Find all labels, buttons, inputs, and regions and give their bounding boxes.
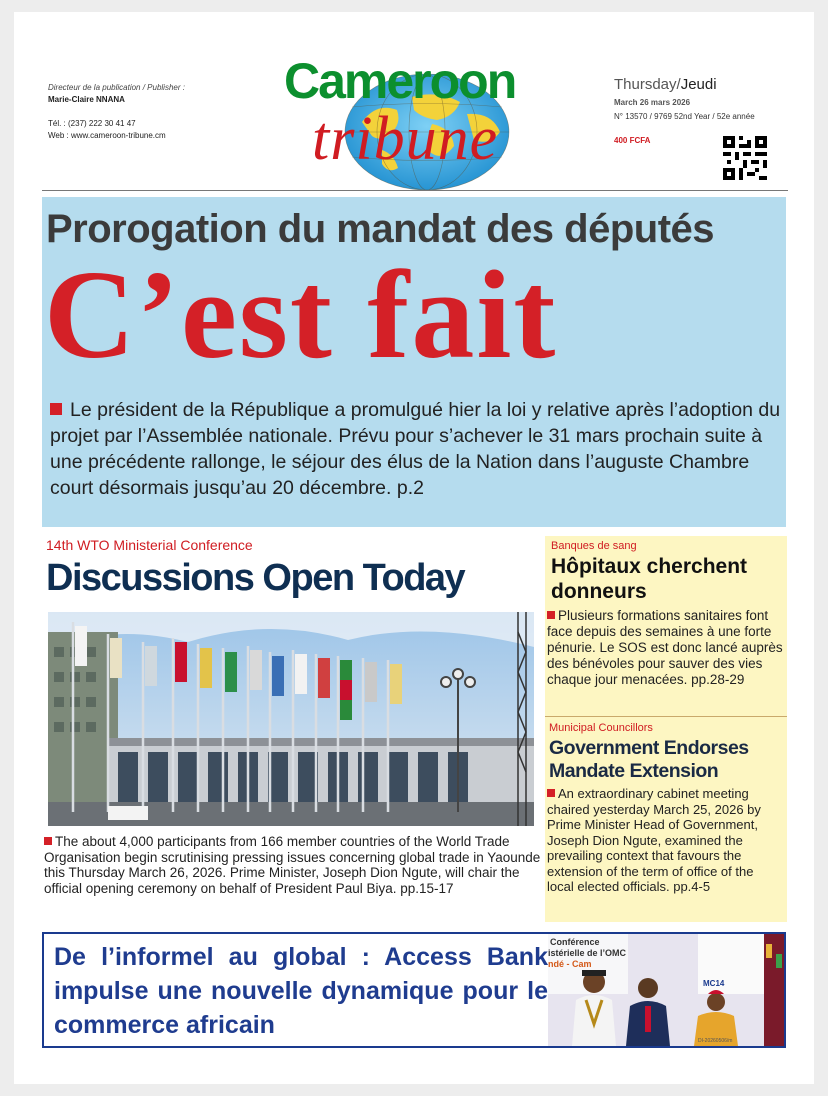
logo-cameroon-text: Cameroon — [284, 53, 516, 109]
logo-tribune-text: tribune — [312, 105, 499, 173]
councillors-kicker: Municipal Councillors — [549, 722, 653, 734]
issue-date: March 26 mars 2026 — [614, 98, 691, 107]
wto-conference-photo — [48, 612, 534, 826]
masthead-divider — [42, 190, 788, 191]
wto-summary: The about 4,000 participants from 166 member countries of the World Trade Organisation begin scrutinising pressing issues concerning global trade in Yaounde this Thursday March 26, 2026. Prime Minister, Joseph Dion Ngute, will chair the official opening ceremony on behalf of President Paul Biya. pp.15-17 — [44, 834, 541, 896]
ad-banner-line2: istérielle de l’OMC — [548, 948, 627, 958]
publisher-block — [48, 82, 185, 142]
lead-headline: C’est fait — [44, 246, 558, 385]
hospitals-summary: Plusieurs formations sanitaires font face depuis des semaines à une forte pénurie. Le SOS est donc lancé auprès des bénévoles pour sauver des vies chaque jour menacées. pp.28-29 — [547, 608, 783, 687]
bullet-icon — [44, 837, 52, 845]
lead-story[interactable] — [42, 197, 786, 527]
bullet-icon — [547, 611, 555, 619]
side-divider — [545, 716, 787, 717]
website[interactable]: Web : www.cameroon-tribune.cm — [48, 131, 166, 140]
wto-headline[interactable]: Discussions Open Today — [46, 557, 465, 599]
side-column — [545, 536, 787, 922]
bullet-icon — [50, 403, 62, 415]
access-bank-ad[interactable] — [42, 932, 786, 1048]
lead-summary: Le président de la République a promulgué hier la loi y relative après l’adoption du projet par l’Assemblée nationale. Prévu pour s’achever le 31 mars prochain suite à une précédente rallonge, le séjour des élus de la Nation dans l’auguste Chambre court désormais jusqu’au 20 décembre. p.2 — [50, 399, 781, 499]
publisher-name: Marie-Claire NNANA — [48, 95, 125, 104]
ad-ceremony-photo — [548, 934, 784, 1046]
front-page — [14, 12, 814, 1084]
bullet-icon — [547, 789, 555, 797]
issue-number: N° 13570 / 9769 52nd Year / 52e année — [614, 112, 755, 121]
ad-mc14-label: MC14 — [703, 979, 725, 988]
issue-day: Thursday/Jeudi — [614, 76, 717, 93]
ad-ref-code: DI-20260506/m — [698, 1038, 733, 1044]
lead-kicker: Prorogation du mandat des députés — [46, 207, 715, 251]
ad-banner-line1: Conférence — [550, 937, 600, 947]
blood-bank-kicker: Banques de sang — [551, 540, 637, 552]
mandate-headline[interactable]: Government Endorses Mandate Extension — [549, 737, 749, 782]
issue-price: 400 FCFA — [614, 136, 651, 145]
publisher-role: Directeur de la publication / Publisher : — [48, 83, 185, 92]
qr-code-icon[interactable] — [723, 136, 767, 180]
hospitals-headline[interactable]: Hôpitaux cherchent donneurs — [551, 555, 748, 603]
ad-headline: De l’informel au global : Access Bank impulse une nouvelle dynamique pour le commerce africain — [54, 943, 548, 1039]
phone-number: Tél. : (237) 222 30 41 47 — [48, 119, 136, 128]
mandate-summary: An extraordinary cabinet meeting chaired yesterday March 25, 2026 by Prime Minister Head of Government, Joseph Dion Ngute, examined the prevailing context that favours the extension of the term of office of the local elected officials. pp.4-5 — [547, 786, 761, 894]
wto-kicker: 14th WTO Ministerial Conference — [46, 537, 253, 553]
ad-banner-line3: ndé - Cam — [548, 959, 592, 969]
newspaper-logo[interactable] — [276, 42, 566, 192]
